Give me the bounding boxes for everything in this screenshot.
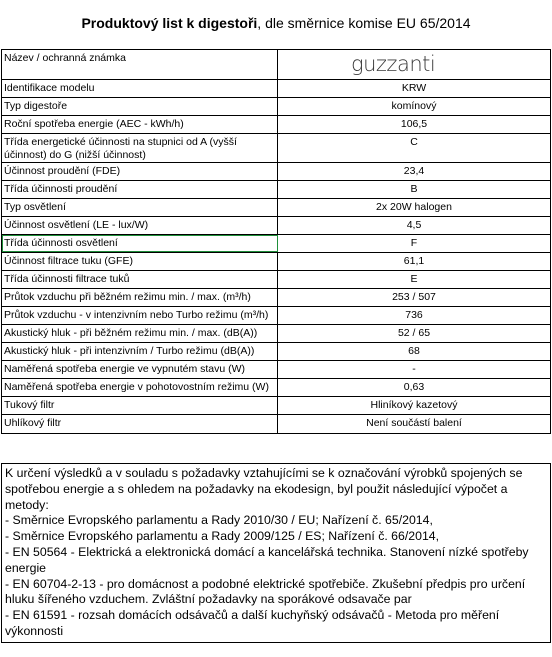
table-row (2, 163, 550, 181)
table-row (2, 199, 550, 217)
table-row (2, 116, 550, 134)
row-value: 61,1 (403, 255, 425, 267)
guzzanti-logo-icon (351, 54, 477, 76)
table-row (2, 289, 550, 307)
note-line: - EN 50564 - Elektrická a elektronická domácí a kancelářská technika. Stanovení nízké spotřeby energie (5, 544, 529, 575)
table-row (2, 134, 550, 163)
table-row (2, 379, 550, 397)
note-line: - Směrnice Evropského parlamentu a Rady 2009/125 / ES; Nařízení č. 66/2014, (5, 529, 440, 544)
row-label: Název / ochranná známka (2, 50, 278, 79)
row-label: Třída účinnosti proudění (2, 181, 278, 198)
row-value: C (410, 136, 418, 148)
row-label: Typ osvětlení (2, 199, 278, 216)
table-row (2, 343, 550, 361)
row-value: F (410, 237, 418, 249)
row-label: Roční spotřeba energie (AEC - kWh/h) (2, 116, 278, 133)
table-row (2, 217, 550, 235)
note-line: K určení výsledků a v souladu s požadavky vztahujícími se k označování výrobků spojených se spotřebou energie a s ohledem na požadavky na ekodesign, byl použit následující výpočet a metody: (5, 466, 523, 512)
row-value: 736 (405, 309, 423, 321)
table-row (2, 271, 550, 289)
page-title (0, 14, 552, 32)
row-label: Třída účinnosti filtrace tuků (2, 271, 278, 288)
brand-logo (278, 50, 550, 79)
row-value: KRW (401, 82, 427, 94)
table-row (2, 397, 550, 415)
table-row (2, 325, 550, 343)
row-label: Účinnost proudění (FDE) (2, 163, 278, 180)
row-label: Účinnost osvětlení (LE - lux/W) (2, 217, 278, 234)
table-row (2, 80, 550, 98)
row-value: - (412, 363, 416, 375)
note-line: - EN 61591 - rozsah domácích odsávačů a další kuchyňský odsávačů - Metoda pro měření výkonnosti (5, 608, 500, 638)
row-label: Uhlíkový filtr (2, 415, 278, 433)
row-label: Typ digestoře (2, 98, 278, 115)
table-row (2, 181, 550, 199)
methods-note (1, 463, 551, 643)
table-row (2, 307, 550, 325)
row-label: Tukový filtr (2, 397, 278, 414)
row-value: 253 / 507 (392, 291, 436, 303)
row-value: 52 / 65 (397, 327, 431, 339)
page-title-bold: Produktový list k digestoři (81, 15, 258, 31)
page-title-rest: , dle směrnice komise EU 65/2014 (257, 15, 471, 31)
row-value: komínový (391, 100, 437, 112)
table-row (2, 98, 550, 116)
table-row (2, 235, 550, 253)
table-row (2, 415, 550, 433)
row-value: 68 (408, 345, 420, 357)
row-label: Identifikace modelu (2, 80, 278, 97)
row-label: Akustický hluk - při intenzivním / Turbo režimu (dB(A)) (2, 343, 278, 360)
svg-text:guzzanti: guzzanti (351, 53, 436, 76)
row-value: E (410, 273, 418, 285)
table-row (2, 361, 550, 379)
row-label: Naměřená spotřeba energie v pohotovostním režimu (W) (2, 379, 278, 396)
row-label: Třída účinnosti osvětlení (2, 235, 278, 252)
row-value: 4,5 (406, 219, 422, 231)
note-line: - Směrnice Evropského parlamentu a Rady 2010/30 / EU; Nařízení č. 65/2014, (5, 513, 433, 528)
row-label: Průtok vzduchu - v intenzivním nebo Turbo režimu (m³/h) (2, 307, 278, 324)
row-value: 0,63 (403, 381, 425, 393)
row-value: Hliníkový kazetový (370, 399, 458, 411)
row-label: Účinnost filtrace tuku (GFE) (2, 253, 278, 270)
row-label: Naměřená spotřeba energie ve vypnutém stavu (W) (2, 361, 278, 378)
row-value: 23,4 (403, 165, 425, 177)
row-value: B (410, 183, 418, 195)
row-value: 2x 20W halogen (376, 201, 452, 213)
product-table (1, 49, 551, 434)
row-value: 106,5 (400, 118, 428, 130)
row-label: Třída energetické účinnosti na stupnici od A (vyšší účinnost) do G (nižší účinnost) (2, 134, 278, 162)
row-label: Akustický hluk - při běžném režimu min. / max. (dB(A)) (2, 325, 278, 342)
table-row (2, 253, 550, 271)
row-label: Průtok vzduchu při běžném režimu min. / max. (m³/h) (2, 289, 278, 306)
table-row (2, 50, 550, 80)
row-value: Není součástí balení (366, 417, 462, 429)
note-line: - EN 60704-2-13 - pro domácnost a podobné elektrické spotřebiče. Zkušební předpis pro určení hluku šířeného vzduchem. Zvláštní požadavky na sporákové odsavače par (5, 576, 526, 607)
